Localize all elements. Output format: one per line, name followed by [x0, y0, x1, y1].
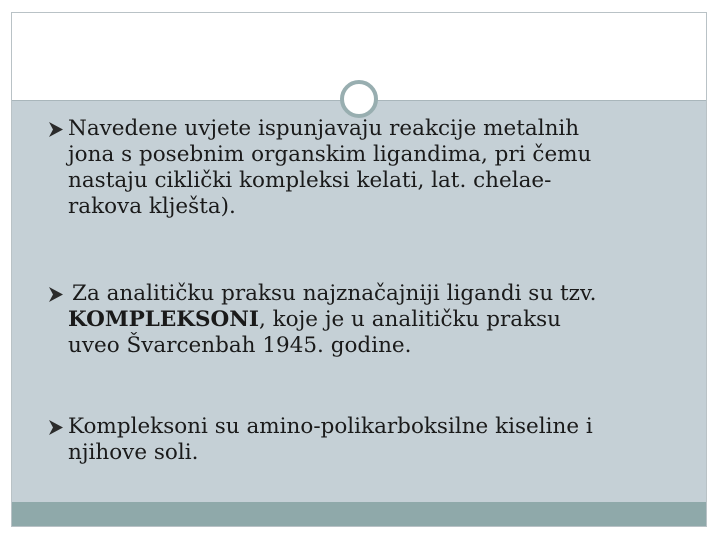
- bullet-1-line-1: Navedene uvjete ispunjavaju reakcije metalnih: [68, 116, 580, 141]
- bullet-3-line-1: Kompleksoni su amino-polikarboksilne kiseline i: [68, 414, 593, 439]
- bullet-text-3: [48, 414, 688, 466]
- footer-band: [12, 502, 706, 526]
- bullet-1-line-3: nastaju ciklički kompleksi kelati, lat. chelae-: [68, 168, 552, 193]
- bullet-item-1: [48, 116, 688, 220]
- bullet-item-3: [48, 414, 688, 466]
- bullet-1-line-4: rakova klješta).: [68, 194, 236, 219]
- bullet-2-line-1: Za analitičku praksu najznačajniji ligandi su tzv.: [72, 281, 597, 306]
- arrowhead-bullet-icon: [48, 414, 66, 436]
- bullet-text-1: [48, 116, 688, 220]
- bullet-text-2: [48, 281, 688, 359]
- bullet-3-line-2: njihove soli.: [68, 440, 199, 465]
- bullet-1-line-2: jona s posebnim organskim ligandima, pri čemu: [68, 142, 592, 167]
- ring-ornament-icon: [340, 80, 378, 118]
- komplexsoni-term: KOMPLEKSONI: [68, 307, 259, 332]
- bullet-2-line-2: [68, 307, 688, 333]
- arrowhead-bullet-icon: [48, 281, 66, 303]
- arrowhead-bullet-icon: [48, 116, 66, 138]
- bullet-2-line-3: uveo Švarcenbah 1945. godine.: [68, 333, 412, 358]
- bullet-item-2: [48, 281, 688, 359]
- bullet-2-line-2-rest: , koje je u analitičku praksu: [258, 307, 562, 332]
